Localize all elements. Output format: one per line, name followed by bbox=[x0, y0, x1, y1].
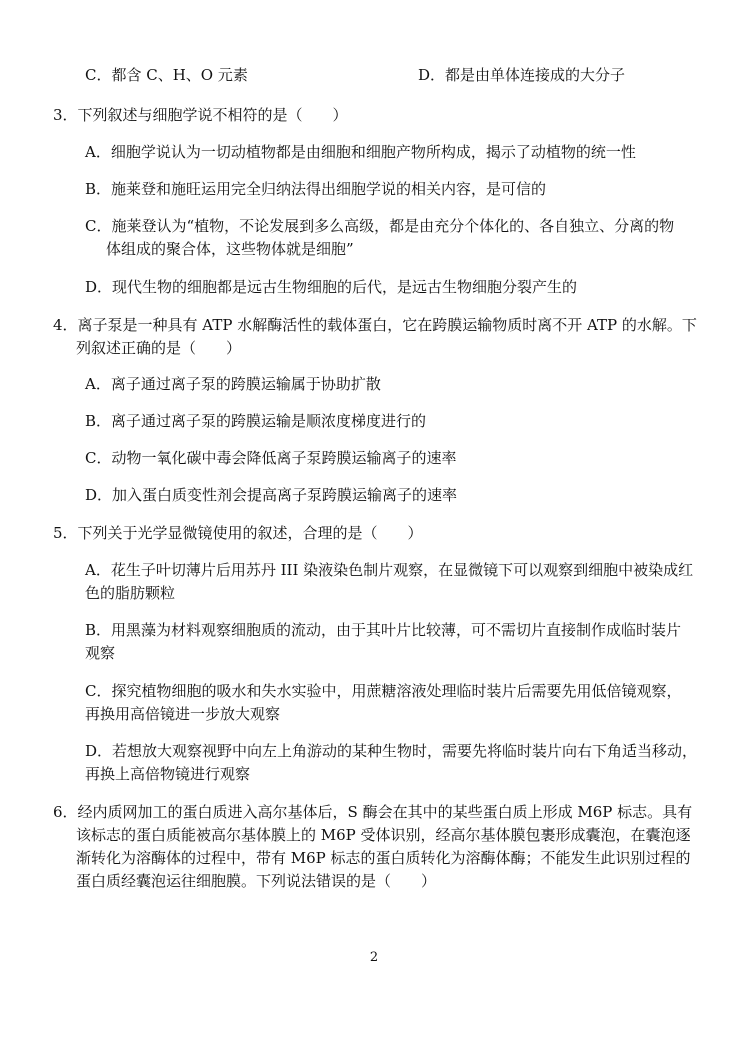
question-5-option-d-line1: D．若想放大观察视野中向左上角游动的某种生物时，需要先将临时装片向右下角适当移动， bbox=[85, 742, 698, 760]
question-5-stem: 5．下列关于光学显微镜使用的叙述，合理的是（ ） bbox=[53, 524, 423, 542]
question-3-stem: 3．下列叙述与细胞学说不相符的是（ ） bbox=[53, 106, 348, 124]
question-3-option-d: D．现代生物的细胞都是远古生物细胞的后代，是远古生物细胞分裂产生的 bbox=[85, 278, 578, 296]
question-5-option-c-line1: C．探究植物细胞的吸水和失水实验中，用蔗糖溶液处理临时装片后需要先用低倍镜观察， bbox=[85, 682, 682, 700]
question-6-stem-line4: 蛋白质经囊泡运往细胞膜。下列说法错误的是（ ） bbox=[76, 872, 437, 890]
option-d-prev: D．都是由单体连接成的大分子 bbox=[418, 66, 626, 84]
page-number: 2 bbox=[369, 950, 379, 965]
question-3-option-c-line1: C．施莱登认为“植物，不论发展到多么高级，都是由充分个体化的、各自独立、分离的物 bbox=[85, 217, 675, 235]
question-4-option-b: B．离子通过离子泵的跨膜运输是顺浓度梯度进行的 bbox=[85, 412, 427, 430]
question-4-stem-line2: 列叙述正确的是（ ） bbox=[76, 339, 242, 357]
question-3-option-c-line2: 体组成的聚合体，这些物体就是细胞” bbox=[106, 240, 354, 258]
question-5-option-b-line2: 观察 bbox=[85, 644, 116, 662]
question-4-option-d: D．加入蛋白质变性剂会提高离子泵跨膜运输离子的速率 bbox=[85, 486, 458, 504]
question-3-option-b: B．施莱登和施旺运用完全归纳法得出细胞学说的相关内容，是可信的 bbox=[85, 180, 547, 198]
question-4-stem-line1: 4．离子泵是一种具有 ATP 水解酶活性的载体蛋白，它在跨膜运输物质时离不开 ATP 的水解。下 bbox=[53, 316, 697, 334]
question-5-option-c-line2: 再换用高倍镜进一步放大观察 bbox=[85, 705, 281, 723]
question-5-option-a-line2: 色的脂肪颗粒 bbox=[85, 584, 176, 602]
option-c-prev: C．都含 C、H、O 元素 bbox=[85, 66, 248, 84]
question-6-stem-line3: 渐转化为溶酶体的过程中，带有 M6P 标志的蛋白质转化为溶酶体酶；不能发生此识别过程的 bbox=[76, 849, 691, 867]
question-4-option-c: C．动物一氧化碳中毒会降低离子泵跨膜运输离子的速率 bbox=[85, 449, 457, 467]
question-6-stem-line2: 该标志的蛋白质能被高尔基体膜上的 M6P 受体识别，经高尔基体膜包裹形成囊泡，在囊泡逐 bbox=[76, 826, 691, 844]
question-6-stem-line1: 6．经内质网加工的蛋白质进入高尔基体后，S 酶会在其中的某些蛋白质上形成 M6P 标志。具有 bbox=[53, 803, 693, 821]
question-5-option-a-line1: A．花生子叶切薄片后用苏丹 III 染液染色制片观察，在显微镜下可以观察到细胞中被染成红 bbox=[85, 561, 694, 579]
question-4-option-a: A．离子通过离子泵的跨膜运输属于协助扩散 bbox=[85, 375, 381, 393]
question-5-option-d-line2: 再换上高倍物镜进行观察 bbox=[85, 765, 251, 783]
question-3-option-a: A．细胞学说认为一切动植物都是由细胞和细胞产物所构成，揭示了动植物的统一性 bbox=[85, 143, 636, 161]
question-5-option-b-line1: B．用黑藻为材料观察细胞质的流动，由于其叶片比较薄，可不需切片直接制作成临时装片 bbox=[85, 621, 682, 639]
